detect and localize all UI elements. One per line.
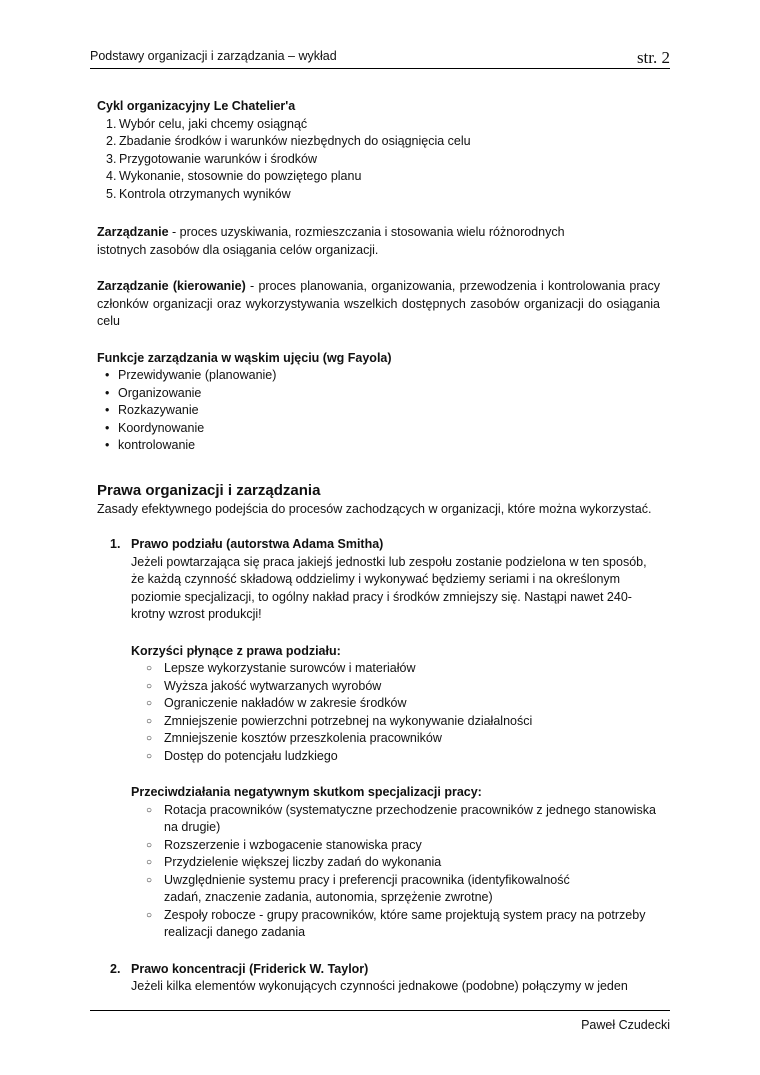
page-number: str. 2	[636, 47, 670, 67]
document-body	[97, 98, 660, 996]
list-item: • Koordynowanie	[97, 420, 660, 438]
benefits-list	[131, 660, 660, 765]
list-item: ○ Zmniejszenie powierzchni potrzebnej na wykonywanie działalności	[131, 713, 660, 731]
cycle-list	[97, 116, 660, 204]
list-item: ○ Uwzględnienie systemu pracy i preferencji pracownika (identyfikowalność zadań, znaczenie zadania, autonomia, sprzężenie zwrotne)	[131, 872, 660, 907]
law-description: Jeżeli kilka elementów wykonujących czynności jednakowe (podobne) połączymy w jeden	[131, 979, 628, 993]
footer-author: Paweł Czudecki	[581, 1018, 670, 1032]
functions-title: Funkcje zarządzania w wąskim ujęciu (wg Fayola)	[97, 350, 392, 365]
law-1: 1. Prawo podziału (autorstwa Adama Smitha) Jeżeli powtarzająca się praca jakiejś jednostki lub zespołu zostanie podzielona w ten sposób, że każdą czynność składową oddzielimy i wykonywać będziemy seriami i na określonym poziomie specjalizacji, to ogólny nakład pracy i środków zmniejszy się. Nastąpi nawet 240- krotny wzrost produkcji! Korzyści płynące z prawa podziału: ○ Lepsze wykorzystanie surowców i materiałów ○ Wyższa jakość wytwarzanych wyrobów ○ Ograniczenie nakładów w zakresie środków ○ Zmniejszenie powierzchni potrzebnej na wykonywanie działalności ○ Zmniejszenie kosztów przeszkolenia pracowników ○ Dostęp do potencjału ludzkiego Przeciwdziałania negatywnym skutkom specjalizacji pracy: ○ Rotacja pracowników (systematyczne przechodzenie pracowników z jednego stanowiska na drugie) ○ Rozszerzenie i wzbogacenie stanowiska pracy ○ Przydzielenie większej liczby zadań do wykonania ○ Uwzględnienie systemu pracy i preferencji pracownika (identyfikowalność zadań, znaczenie zadania, autonomia, sprzężenie zwrotne) ○ Zespoły robocze - grupy pracowników, które same projektują system pracy na potrzeby realizacji danego zadania	[97, 536, 660, 942]
list-item: ○ Lepsze wykorzystanie surowców i materiałów	[131, 660, 660, 678]
counter-list	[131, 802, 660, 942]
law-description: Jeżeli powtarzająca się praca jakiejś jednostki lub zespołu zostanie podzielona w ten sposób, że każdą czynność składową oddzielimy i wykonywać będziemy seriami i na określonym poziomie specjalizacji, to ogólny nakład pracy i środków zmniejszy się. Nastąpi nawet 240- krotny wzrost produkcji!	[131, 554, 647, 621]
functions-list	[97, 367, 660, 455]
benefits-title: Korzyści płynące z prawa podziału:	[131, 643, 341, 658]
list-item: • Organizowanie	[97, 385, 660, 403]
list-item: • kontrolowanie	[97, 437, 660, 455]
list-item: 5. Kontrola otrzymanych wyników	[106, 186, 291, 201]
list-item: ○ Rozszerzenie i wzbogacenie stanowiska pracy	[131, 837, 660, 855]
list-item: ○ Rotacja pracowników (systematyczne przechodzenie pracowników z jednego stanowiska na drugie)	[131, 802, 660, 837]
definition-management-directing: Zarządzanie (kierowanie) - proces planowania, organizowania, przewodzenia i kontrolowania pracy członków organizacji oraz wykorzystywania wszelkich dostępnych zasobów organizacji do osiągania celu	[97, 279, 660, 328]
list-item: ○ Przydzielenie większej liczby zadań do wykonania	[131, 854, 660, 872]
list-item: ○ Zmniejszenie kosztów przeszkolenia pracowników	[131, 730, 660, 748]
list-item: ○ Dostęp do potencjału ludzkiego	[131, 748, 660, 766]
section-title: Prawa organizacji i zarządzania	[97, 481, 321, 499]
section-intro: Zasady efektywnego podejścia do procesów zachodzących w organizacji, które można wykorzystać.	[97, 501, 652, 516]
list-item: 1. Wybór celu, jaki chcemy osiągnąć	[106, 116, 308, 131]
cycle-title: Cykl organizacyjny Le Chatelier'a	[97, 99, 296, 113]
list-item: • Przewidywanie (planowanie)	[97, 367, 660, 385]
list-item: 2. Zbadanie środków i warunków niezbędnych do osiągnięcia celu	[106, 134, 471, 148]
list-item: • Rozkazywanie	[97, 402, 660, 420]
counter-title: Przeciwdziałania negatywnym skutkom specjalizacji pracy:	[131, 785, 482, 799]
page-footer	[90, 1010, 670, 1032]
list-item: 4. Wykonanie, stosownie do powziętego planu	[106, 169, 362, 183]
page-header	[90, 46, 670, 69]
law-title: Prawo koncentracji (Friderick W. Taylor)	[131, 961, 369, 976]
law-title: Prawo podziału (autorstwa Adama Smitha)	[131, 537, 384, 551]
list-item: ○ Wyższa jakość wytwarzanych wyrobów	[131, 678, 660, 696]
list-item: ○ Ograniczenie nakładów w zakresie środków	[131, 695, 660, 713]
law-2: 2. Prawo koncentracji (Friderick W. Taylor) Jeżeli kilka elementów wykonujących czynności jednakowe (podobne) połączymy w jeden	[97, 961, 660, 996]
list-item: ○ Zespoły robocze - grupy pracowników, które same projektują system pracy na potrzeby realizacji danego zadania	[131, 907, 660, 942]
list-item: 3. Przygotowanie warunków i środków	[106, 151, 318, 166]
definition-management: Zarządzanie - proces uzyskiwania, rozmieszczania i stosowania wielu różnorodnych istotnych zasobów dla osiągania celów organizacji.	[97, 225, 565, 257]
header-title: Podstawy organizacji i zarządzania – wykład	[90, 48, 337, 63]
